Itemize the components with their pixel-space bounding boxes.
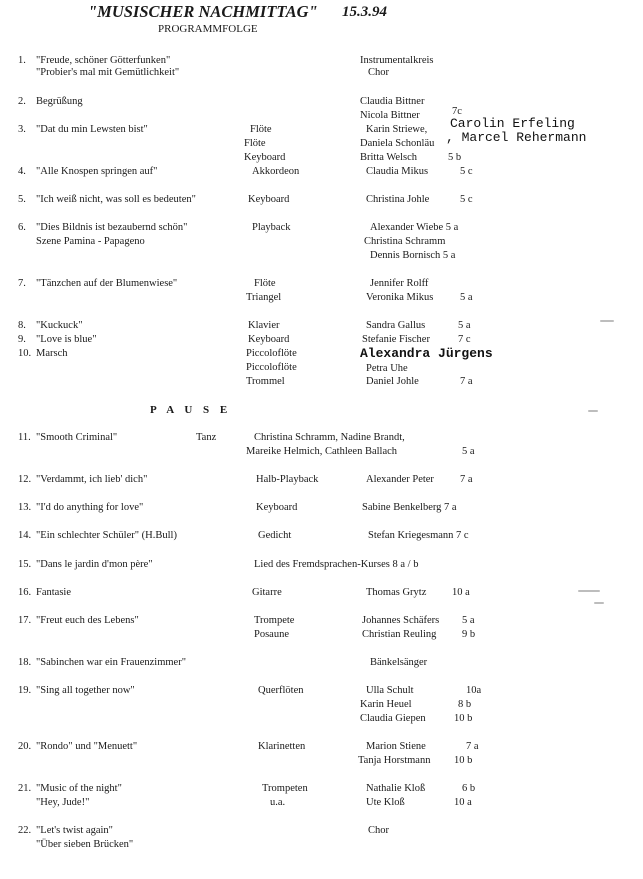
item-class: 10 b — [454, 755, 473, 766]
item-instrument: Trommel — [246, 376, 285, 387]
item-performer: Veronika Mikus — [366, 292, 434, 303]
item-number: 13. — [18, 502, 32, 513]
item-number: 3. — [18, 124, 26, 135]
item-instrument: Keyboard — [248, 334, 290, 345]
program-title: "MUSISCHER NACHMITTAG" — [88, 2, 318, 21]
item-instrument: Flöte — [250, 124, 272, 135]
item-title: "Über sieben Brücken" — [36, 839, 134, 850]
item-title: "Tänzchen auf der Blumenwiese" — [36, 278, 178, 289]
item-performer: Claudia Giepen — [360, 713, 426, 724]
item-number: 20. — [18, 741, 32, 752]
item-class: 6 b — [462, 783, 476, 794]
item-performer: Nathalie Kloß — [366, 783, 426, 794]
item-title: "Rondo" und "Menuett" — [36, 741, 138, 752]
item-number: 17. — [18, 615, 32, 626]
item-instrument: Halb-Playback — [256, 474, 319, 485]
item-instrument: Klavier — [248, 320, 280, 331]
item-title: "Probier's mal mit Gemütlichkeit" — [36, 67, 180, 78]
item-class: 5 a — [458, 320, 471, 331]
item-performer: Christina Johle — [366, 194, 430, 205]
item-number: 5. — [18, 194, 26, 205]
typed-insert: Alexandra Jürgens — [360, 346, 493, 361]
typed-insert: Carolin Erfeling — [450, 116, 575, 131]
item-title: Szene Pamina - Papageno — [36, 236, 145, 247]
item-title: "Dies Bildnis ist bezaubernd schön" — [36, 222, 188, 233]
item-title: "Hey, Jude!" — [36, 797, 90, 808]
item-title: "Sabinchen war ein Frauenzimmer" — [36, 657, 186, 668]
item-performer: Alexander Wiebe 5 a — [370, 222, 459, 233]
item-performer: Ulla Schult — [366, 685, 414, 696]
item-class: 5 c — [460, 166, 473, 177]
item-title: "I'd do anything for love" — [36, 502, 144, 513]
item-title: "Smooth Criminal" — [36, 432, 118, 443]
item-performer: Stefanie Fischer — [362, 334, 430, 345]
item-class: 5 a — [460, 292, 473, 303]
item-class: 10 a — [454, 797, 472, 808]
scan-speck — [588, 410, 598, 412]
item-title: "Sing all together now" — [36, 685, 135, 696]
item-instrument: Gedicht — [258, 530, 292, 541]
item-performer: Christina Schramm — [364, 236, 446, 247]
item-title: "Dans le jardin d'mon père" — [36, 559, 153, 570]
item-performer: Thomas Grytz — [366, 587, 427, 598]
item-type: Tanz — [196, 432, 217, 443]
item-title: Begrüßung — [36, 96, 83, 107]
item-number: 6. — [18, 222, 26, 233]
item-number: 21. — [18, 783, 32, 794]
item-class: 7 a — [466, 741, 479, 752]
item-number: 19. — [18, 685, 32, 696]
scan-speck — [600, 320, 614, 322]
scan-speck — [578, 590, 600, 592]
item-class: 10 a — [452, 587, 470, 598]
program-date: 15.3.94 — [342, 4, 387, 20]
item-class: 10a — [466, 685, 482, 696]
item-instrument: Triangel — [246, 292, 282, 303]
item-number: 9. — [18, 334, 26, 345]
item-instrument: u.a. — [270, 797, 286, 808]
item-performer: Stefan Kriegesmann 7 c — [368, 530, 469, 541]
item-performer: Christina Schramm, Nadine Brandt, — [254, 432, 405, 443]
item-title: "Alle Knospen springen auf" — [36, 166, 158, 177]
item-performer: Karin Heuel — [360, 699, 412, 710]
item-number: 11. — [18, 432, 31, 443]
item-instrument: Flöte — [254, 278, 276, 289]
item-performer: Instrumentalkreis — [360, 55, 434, 66]
item-instrument: Flöte — [244, 138, 266, 149]
item-class: 5 c — [460, 194, 473, 205]
item-performer: Daniel Johle — [366, 376, 419, 387]
item-instrument: Gitarre — [252, 587, 282, 598]
item-performer: Alexander Peter — [366, 474, 434, 485]
item-performer: Tanja Horstmann — [358, 755, 431, 766]
item-instrument: Playback — [252, 222, 291, 233]
item-instrument: Piccoloflöte — [246, 362, 297, 373]
item-title: "Kuckuck" — [36, 320, 83, 331]
item-instrument: Keyboard — [256, 502, 298, 513]
item-performer: Lied des Fremdsprachen-Kurses 8 a / b — [254, 559, 419, 570]
item-performer: Daniela Schonläu — [360, 138, 435, 149]
item-number: 12. — [18, 474, 32, 485]
item-performer: Christian Reuling — [362, 629, 437, 640]
item-instrument: Akkordeon — [252, 166, 300, 177]
item-class: 9 b — [462, 629, 476, 640]
item-performer: Marion Stiene — [366, 741, 426, 752]
item-instrument: Klarinetten — [258, 741, 306, 752]
item-performer: Petra Uhe — [366, 363, 408, 374]
item-class: 5 b — [448, 152, 462, 163]
item-performer: Britta Welsch — [360, 152, 417, 163]
item-title: "Freude, schöner Götterfunken" — [36, 55, 171, 66]
item-performer: Claudia Mikus — [366, 166, 429, 177]
item-title: "Music of the night" — [36, 783, 122, 794]
item-performer: Ute Kloß — [366, 797, 405, 808]
item-title: "Freut euch des Lebens" — [36, 615, 139, 626]
item-instrument: Keyboard — [248, 194, 290, 205]
item-number: 1. — [18, 55, 26, 66]
item-performer: Sabine Benkelberg 7 a — [362, 502, 457, 513]
item-performer: Mareike Helmich, Cathleen Ballach — [246, 446, 398, 457]
item-number: 16. — [18, 587, 32, 598]
item-performer: Bänkelsänger — [370, 657, 428, 668]
item-class: 5 a — [462, 615, 475, 626]
item-performer: Sandra Gallus — [366, 320, 426, 331]
item-number: 15. — [18, 559, 32, 570]
item-title: "Ich weiß nicht, was soll es bedeuten" — [36, 194, 196, 205]
item-class: 7 a — [460, 376, 473, 387]
item-class: 8 b — [458, 699, 472, 710]
item-title: "Ein schlechter Schüler" (H.Bull) — [36, 530, 177, 541]
item-performer: Dennis Bornisch 5 a — [370, 250, 456, 261]
item-class: 10 b — [454, 713, 473, 724]
item-class: 7 a — [460, 474, 473, 485]
item-performer: Claudia Bittner — [360, 96, 425, 107]
item-instrument: Trompete — [254, 615, 295, 626]
item-title: "Let's twist again" — [36, 825, 113, 836]
item-performer: Chor — [368, 67, 389, 78]
item-number: 4. — [18, 166, 26, 177]
item-instrument: Keyboard — [244, 152, 286, 163]
item-class: 7c — [452, 106, 462, 117]
item-instrument: Querflöten — [258, 685, 304, 696]
scan-speck — [594, 602, 604, 604]
pause-heading: P A U S E — [150, 404, 232, 416]
item-class: 5 a — [462, 446, 475, 457]
item-number: 10. — [18, 348, 32, 359]
item-number: 7. — [18, 278, 26, 289]
item-class: 7 c — [458, 334, 471, 345]
typed-insert: , Marcel Rehermann — [446, 130, 587, 145]
item-instrument: Posaune — [254, 629, 289, 640]
item-performer: Nicola Bittner — [360, 110, 420, 121]
item-number: 2. — [18, 96, 26, 107]
item-title: "Dat du min Lewsten bist" — [36, 124, 148, 135]
item-performer: Karin Striewe, — [366, 124, 428, 135]
item-performer: Chor — [368, 825, 389, 836]
item-number: 18. — [18, 657, 32, 668]
item-number: 22. — [18, 825, 32, 836]
item-title: "Verdammt, ich lieb' dich" — [36, 474, 148, 485]
item-instrument: Trompeten — [262, 783, 308, 794]
item-title: "Love is blue" — [36, 334, 97, 345]
item-title: Fantasie — [36, 587, 71, 598]
program-subtitle: PROGRAMMFOLGE — [158, 23, 258, 35]
item-instrument: Piccoloflöte — [246, 348, 297, 359]
item-performer: Jennifer Rolff — [370, 278, 429, 289]
item-title: Marsch — [36, 348, 68, 359]
item-number: 8. — [18, 320, 26, 331]
item-number: 14. — [18, 530, 32, 541]
item-performer: Johannes Schäfers — [362, 615, 440, 626]
